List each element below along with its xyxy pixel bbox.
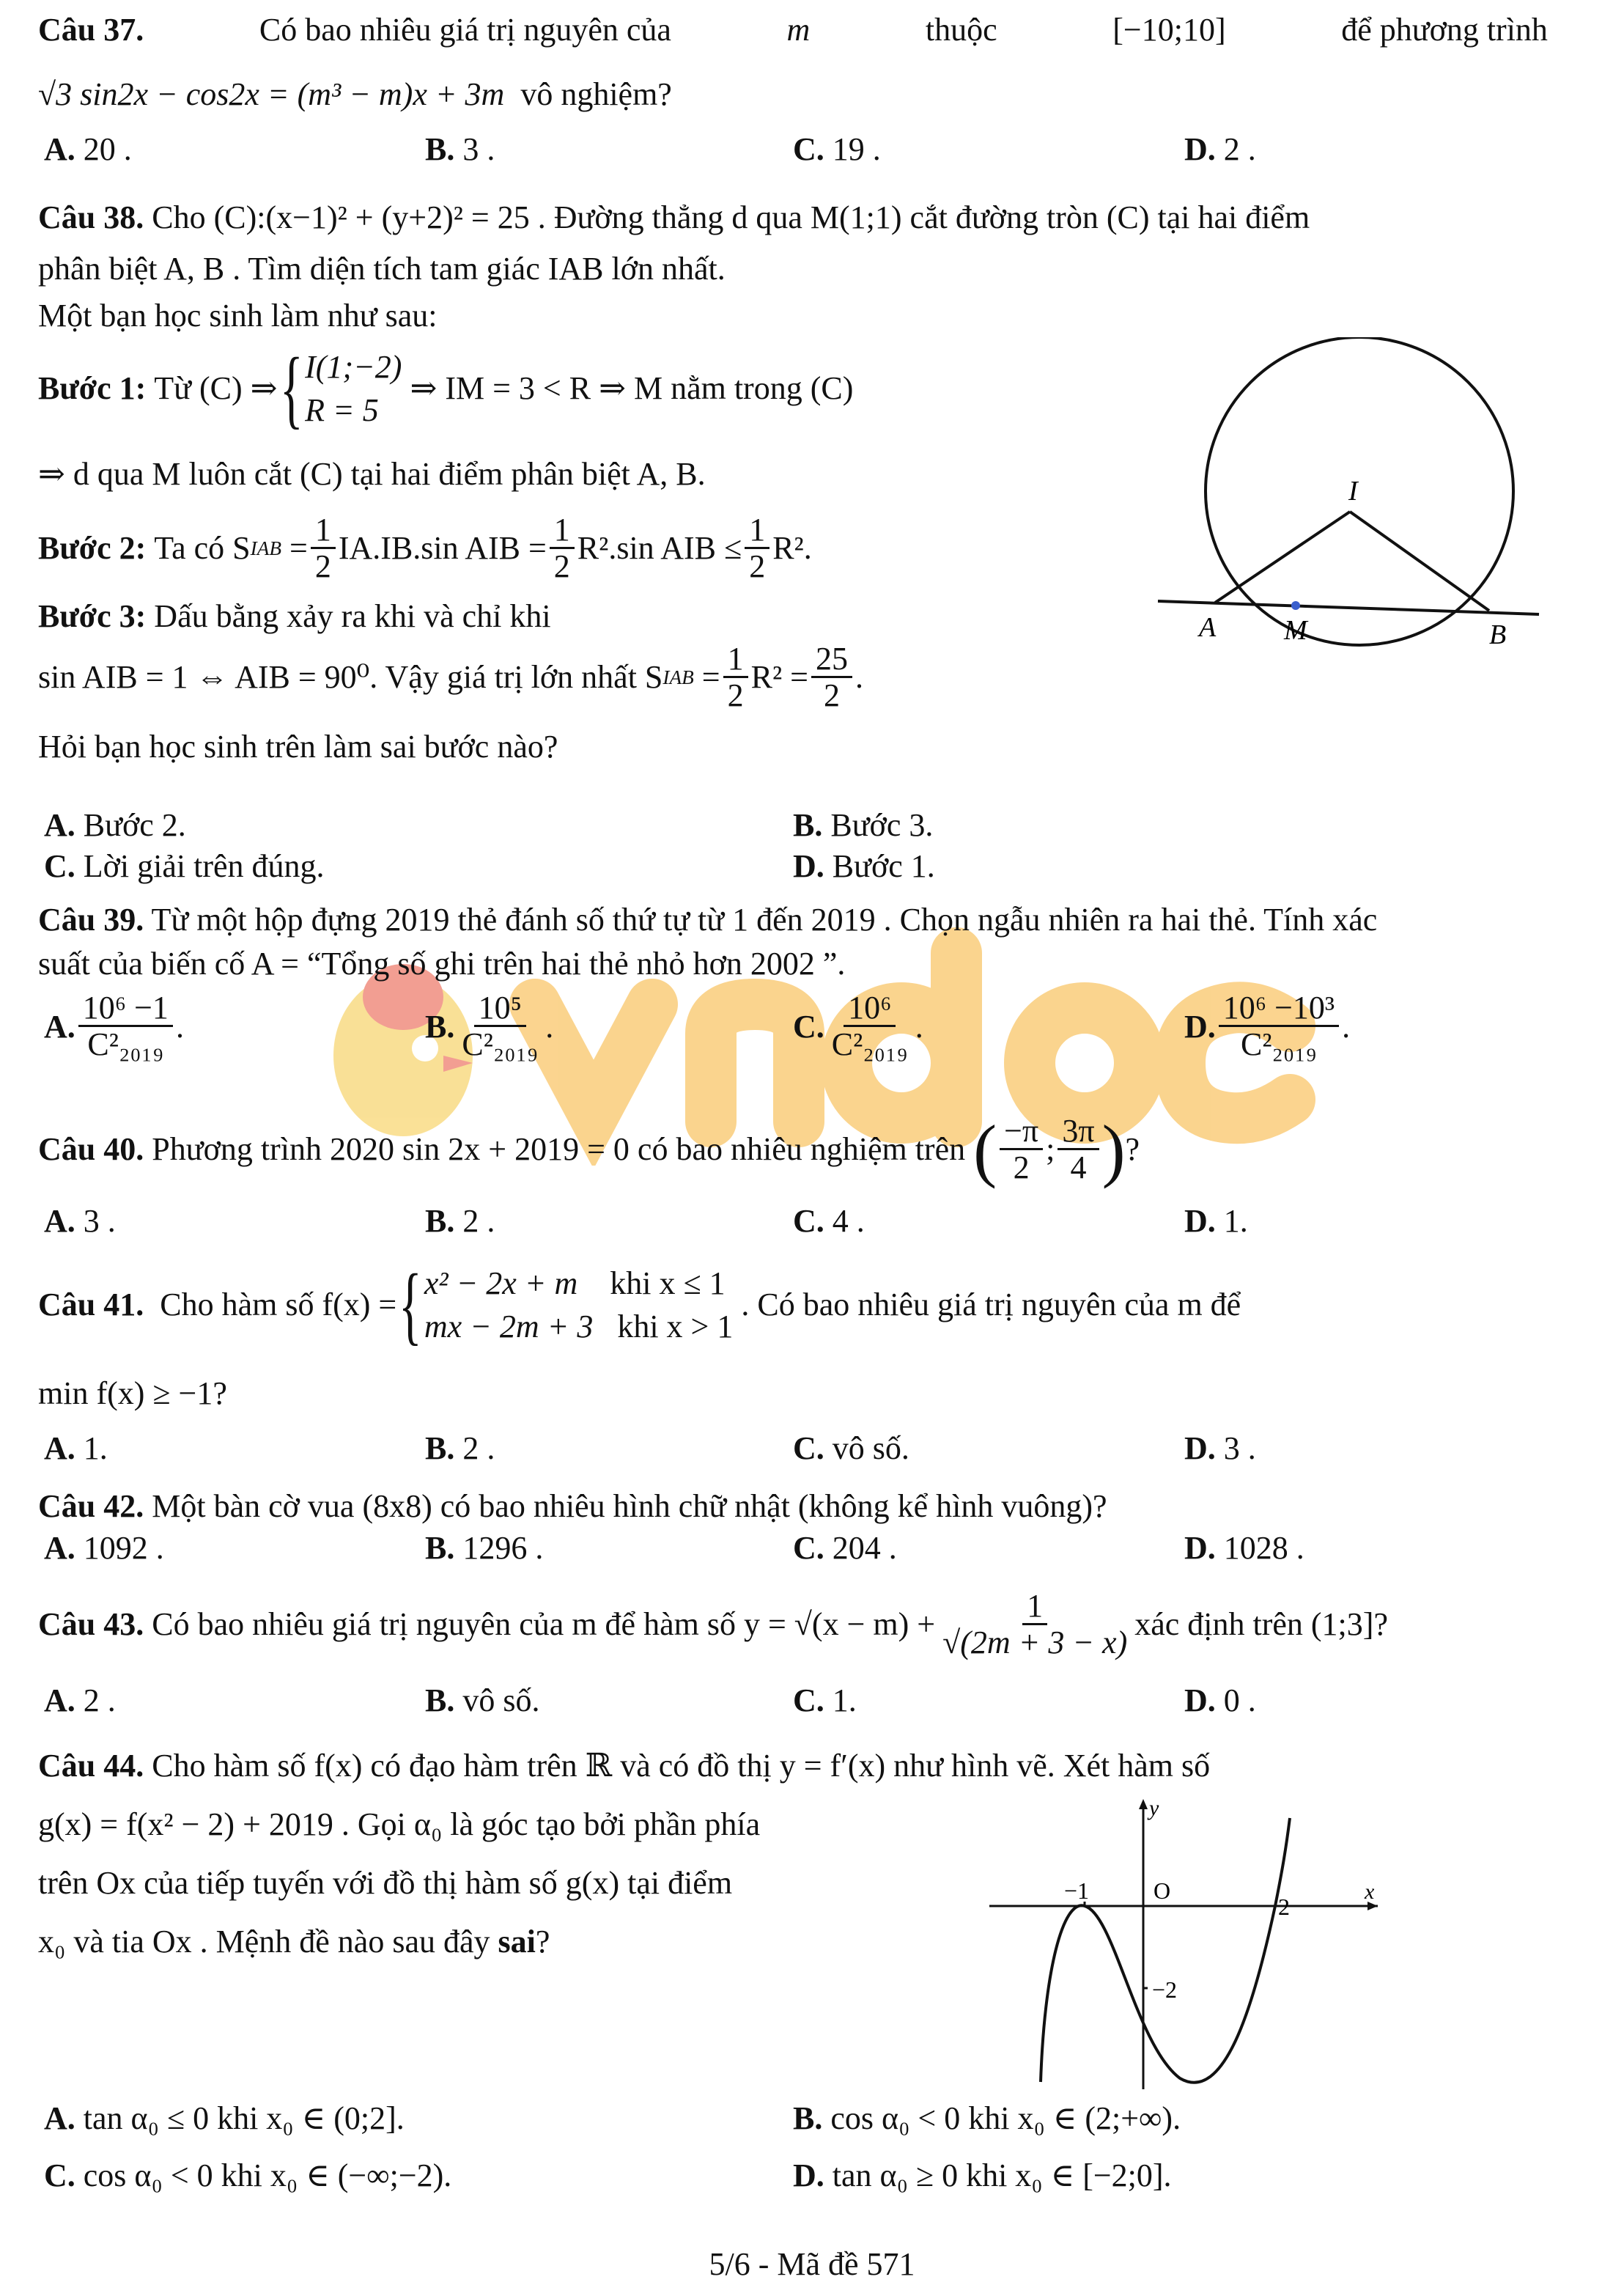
q38-line2: phân biệt A, B . Tìm diện tích tam giác IAB lớn nhất. bbox=[38, 251, 726, 287]
q38-step1: Bước 1: Từ (C) ⇒ { I(1;−2) R = 5 ⇒ IM = 3 < R ⇒ M nằm trong (C) bbox=[38, 339, 854, 437]
q43-line1: Câu 43. Có bao nhiêu giá trị nguyên của m để hàm số y = √(x − m) + $\frac{1}{√(2m + 3 - x)}$ xác định trên (1;3]? bbox=[38, 1588, 1388, 1661]
origin-label: O bbox=[1154, 1877, 1171, 1904]
q42-line1: Câu 42. Một bàn cờ vua (8x8) có bao nhiêu hình chữ nhật (không kể hình vuông)? bbox=[38, 1488, 1107, 1524]
q38-question: Hỏi bạn học sinh trên làm sai bước nào? bbox=[38, 729, 558, 765]
q44-line1: Câu 44. Cho hàm số f(x) có đạo hàm trên ℝ và có đồ thị y = f′(x) như hình vẽ. Xét hàm số bbox=[38, 1748, 1211, 1784]
q39-line1: Câu 39. Từ một hộp đựng 2019 thẻ đánh số thứ tự từ 1 đến 2019 . Chọn ngẫu nhiên ra hai thẻ. Tính xác bbox=[38, 902, 1378, 938]
q44-line3: trên Ox của tiếp tuyến với đồ thị hàm số g(x) tại điểm bbox=[38, 1865, 733, 1901]
q41-label: Câu 41. bbox=[38, 1286, 144, 1322]
q38-step1-cont: ⇒ d qua M luôn cắt (C) tại hai điểm phân biệt A, B. bbox=[38, 456, 706, 492]
q39-option-d[interactable]: D. $\frac{\text{10⁶ −10³}}{\text{C²₂₀₁₉}}$ . bbox=[1184, 990, 1351, 1063]
q38-option-d[interactable]: D. Bước 1. bbox=[793, 848, 935, 884]
page-footer: 5/6 - Mã đề 571 bbox=[709, 2246, 915, 2282]
q38-step3: Bước 3: Dấu bằng xảy ra khi và chỉ khi bbox=[38, 598, 551, 634]
tick-minus2: −2 bbox=[1152, 1976, 1178, 2003]
q37-option-d[interactable]: D. 2 . bbox=[1184, 131, 1256, 167]
q38-step2: Bước 2: Ta có S IAB = $\frac{1}{2}$ IA.IB.sin AIB = $\frac{1}{2}$ R².sin AIB ≤ $\frac{1}{2}$ R². bbox=[38, 512, 812, 585]
label-b: B bbox=[1489, 619, 1507, 650]
q38-line1: Câu 38. Cho (C):(x−1)² + (y+2)² = 25 . Đường thẳng d qua M(1;1) cắt đường tròn (C) tại hai điểm bbox=[38, 199, 1310, 235]
q41-option-a[interactable]: A. 1. bbox=[44, 1430, 108, 1466]
q44-line2: g(x) = f(x² − 2) + 2019 . Gọi α₀ là góc tạo bởi phần phía bbox=[38, 1806, 761, 1842]
label-a: A bbox=[1199, 612, 1217, 643]
q42-option-a[interactable]: A. 1092 . bbox=[44, 1530, 164, 1566]
q43-option-c[interactable]: C. 1. bbox=[793, 1682, 857, 1718]
q43-label: Câu 43. bbox=[38, 1606, 144, 1643]
q37-line2: √3 sin2x − cos2x = (m³ − m)x + 3m vô nghiệm? bbox=[38, 76, 672, 112]
q37-label: Câu 37. bbox=[38, 12, 144, 48]
q43-option-d[interactable]: D. 0 . bbox=[1184, 1682, 1256, 1718]
q44-option-c[interactable]: C. cos α₀ < 0 khi x₀ ∈ (−∞;−2). bbox=[44, 2157, 452, 2193]
q37-equation: √3 sin2x − cos2x = (m³ − m)x + 3m bbox=[38, 76, 505, 112]
q42-option-d[interactable]: D. 1028 . bbox=[1184, 1530, 1304, 1566]
q39-line2: suất của biến cố A = “Tổng số ghi trên hai thẻ nhỏ hơn 2002 ”. bbox=[38, 946, 846, 982]
q41-line2: min f(x) ≥ −1? bbox=[38, 1375, 227, 1411]
q42-label: Câu 42. bbox=[38, 1488, 144, 1524]
circle-figure bbox=[1151, 337, 1561, 660]
q38-step3-cont: sin AIB = 1 ⇔ AIB = 90⁰. Vậy giá trị lớn nhất S IAB = $\frac{1}{2}$ R² = $\frac{25}{2}$ . bbox=[38, 641, 863, 714]
q37-option-a[interactable]: A. 20 . bbox=[44, 131, 132, 167]
derivative-graph bbox=[982, 1789, 1392, 2097]
point-m bbox=[1291, 601, 1300, 610]
tick-2: 2 bbox=[1278, 1894, 1290, 1920]
f-prime-curve bbox=[1041, 1818, 1290, 2083]
label-i: I bbox=[1348, 476, 1358, 507]
q44-option-b[interactable]: B. cos α₀ < 0 khi x₀ ∈ (2;+∞). bbox=[793, 2100, 1181, 2136]
label-m: M bbox=[1284, 615, 1307, 646]
brace-icon: { bbox=[279, 339, 303, 437]
q44-option-d[interactable]: D. tan α₀ ≥ 0 khi x₀ ∈ [−2;0]. bbox=[793, 2157, 1172, 2193]
q42-option-c[interactable]: C. 204 . bbox=[793, 1530, 897, 1566]
q37-line1: Câu 37. Có bao nhiêu giá trị nguyên của m thuộc [−10;10] để phương trình bbox=[38, 12, 1548, 48]
q38-option-a[interactable]: A. Bước 2. bbox=[44, 807, 186, 843]
q37-option-c[interactable]: C. 19 . bbox=[793, 131, 881, 167]
q37-option-b[interactable]: B. 3 . bbox=[425, 131, 495, 167]
q39-option-c[interactable]: C. $\frac{\text{10⁶}}{\text{C²₂₀₁₉}}$ . bbox=[793, 990, 923, 1063]
q38-line3: Một bạn học sinh làm như sau: bbox=[38, 298, 438, 334]
q39-option-a[interactable]: A. $\frac{\text{10⁶ −1}}{\text{C²₂₀₁₉}}$ . bbox=[44, 990, 184, 1063]
q38-label: Câu 38. bbox=[38, 199, 144, 235]
q40-option-a[interactable]: A. 3 . bbox=[44, 1203, 116, 1239]
q43-option-b[interactable]: B. vô số. bbox=[425, 1682, 540, 1718]
tick-minus1: −1 bbox=[1064, 1877, 1090, 1904]
q38-option-c[interactable]: C. Lời giải trên đúng. bbox=[44, 848, 325, 884]
q44-line4: x₀ và tia Ox . Mệnh đề nào sau đây sai? bbox=[38, 1924, 550, 1960]
brace-icon: { bbox=[399, 1256, 422, 1353]
q44-label: Câu 44. bbox=[38, 1748, 144, 1784]
q39-option-b[interactable]: B. $\frac{\text{10⁵}}{\text{C²₂₀₁₉}}$ . bbox=[425, 990, 554, 1063]
q38-option-b[interactable]: B. Bước 3. bbox=[793, 807, 934, 843]
q40-option-c[interactable]: C. 4 . bbox=[793, 1203, 865, 1239]
q41-option-b[interactable]: B. 2 . bbox=[425, 1430, 495, 1466]
axis-y-label: y bbox=[1149, 1796, 1159, 1820]
q41-option-c[interactable]: C. vô số. bbox=[793, 1430, 909, 1466]
q42-option-b[interactable]: B. 1296 . bbox=[425, 1530, 544, 1566]
q40-line1: Câu 40. Phương trình 2020 sin 2x + 2019 = 0 có bao nhiêu nghiệm trên ( $\frac{-\pi}{2}$ ; $\frac{3\pi}{4}$ ) ? bbox=[38, 1110, 1140, 1189]
q39-label: Câu 39. bbox=[38, 902, 144, 938]
axis-x-label: x bbox=[1365, 1880, 1375, 1904]
q43-option-a[interactable]: A. 2 . bbox=[44, 1682, 116, 1718]
q44-option-a[interactable]: A. tan α₀ ≤ 0 khi x₀ ∈ (0;2]. bbox=[44, 2100, 405, 2136]
q40-label: Câu 40. bbox=[38, 1131, 144, 1168]
q40-option-b[interactable]: B. 2 . bbox=[425, 1203, 495, 1239]
q41-line1: Câu 41. Cho hàm số f(x) = { x² − 2x + m khi x ≤ 1 mx − 2m + 3 khi x > 1 . Có bao nhiêu giá trị nguyên của m để bbox=[38, 1256, 1241, 1353]
q41-option-d[interactable]: D. 3 . bbox=[1184, 1430, 1256, 1466]
q40-option-d[interactable]: D. 1. bbox=[1184, 1203, 1248, 1239]
